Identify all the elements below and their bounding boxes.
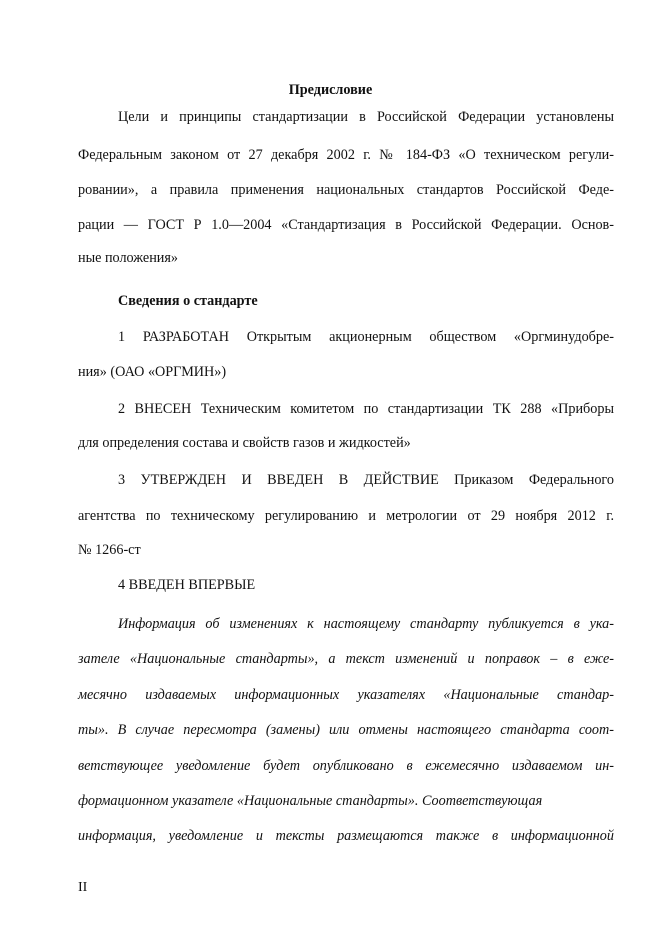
standard-info-item-4: 4 ВВЕДЕН ВПЕРВЫЕ [118, 577, 256, 593]
text-line: Цели и принципы стандартизации в Российской Федерации установлены [118, 109, 614, 125]
text-line: информация, уведомление и тексты размещаются также в информационной [78, 828, 614, 844]
text-line: 3 УТВЕРЖДЕН И ВВЕДЕН В ДЕЙСТВИЕ Приказом Федерального [118, 472, 614, 488]
text-line: для определения состава и свойств газов и жидкостей» [78, 435, 411, 451]
text-line: ные положения» [78, 250, 179, 266]
text-line: Информация об изменениях к настоящему стандарту публикуется в ука- [118, 616, 614, 632]
text-line: зателе «Национальные стандарты», а текст изменений и поправок – в еже- [78, 651, 614, 667]
text-line: ния» (ОАО «ОРГМИН») [78, 364, 227, 380]
text-line: формационном указателе «Национальные стандарты». Соответствующая [78, 793, 543, 809]
text-line: № 1266-ст [78, 542, 141, 558]
text-line: рации — ГОСТ Р 1.0—2004 «Стандартизация в Российской Федерации. Основ- [78, 217, 614, 233]
text-line: 2 ВНЕСЕН Техническим комитетом по стандартизации ТК 288 «Приборы [118, 401, 614, 417]
standard-info-heading: Сведения о стандарте [118, 293, 258, 309]
text-line: агентства по техническому регулированию и метрологии от 29 ноября 2012 г. [78, 508, 614, 524]
text-line: Федеральным законом от 27 декабря 2002 г. № 184-ФЗ «О техническом регули- [78, 147, 614, 163]
text-line: ты». В случае пересмотра (замены) или отмены настоящего стандарта соот- [78, 722, 614, 738]
text-line: ветствующее уведомление будет опубликовано в ежемесячно издаваемом ин- [78, 758, 614, 774]
text-line: ровании», а правила применения национальных стандартов Российской Феде- [78, 182, 614, 198]
page-number: II [78, 880, 88, 895]
text-line: месячно издаваемых информационных указателях «Национальные стандар- [78, 687, 614, 703]
preface-heading: Предисловие [288, 82, 373, 98]
text-line: 1 РАЗРАБОТАН Открытым акционерным обществом «Оргминудобре- [118, 329, 614, 345]
